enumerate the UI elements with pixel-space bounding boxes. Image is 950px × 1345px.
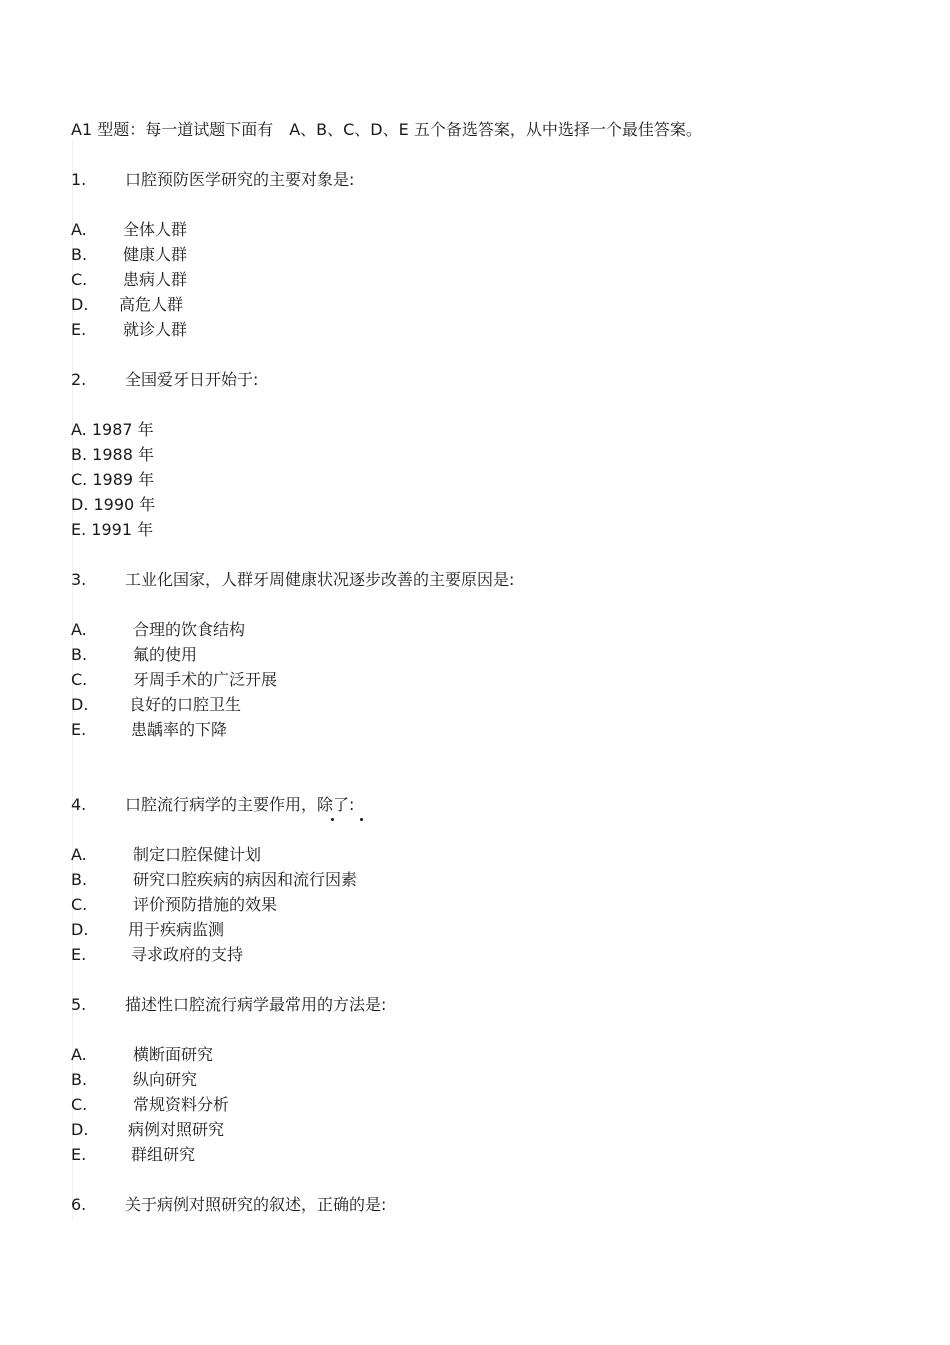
option-1b <box>71 245 187 265</box>
option-letter: E. <box>71 520 87 539</box>
option-5e <box>71 1145 195 1165</box>
option-5a <box>71 1045 213 1065</box>
option-text: 健康人群 <box>123 245 188 264</box>
option-1d <box>71 295 183 315</box>
option-2c <box>71 470 154 490</box>
option-3d <box>71 695 241 715</box>
question-number: 5. <box>71 995 87 1014</box>
option-text: 患病人群 <box>123 270 188 289</box>
question-text: 工业化国家，人群牙周健康状况逐步改善的主要原因是: <box>125 570 515 589</box>
option-letter: C. <box>71 270 88 289</box>
option-4d <box>71 920 224 940</box>
option-text: 病例对照研究 <box>128 1120 225 1139</box>
option-letter: E. <box>71 1145 87 1164</box>
option-letter: A. <box>71 1045 87 1064</box>
option-text: 1989 年 <box>92 470 155 489</box>
option-letter: D. <box>71 920 89 939</box>
question-number: 6. <box>71 1195 87 1214</box>
question-text: 全国爱牙日开始于: <box>125 370 259 389</box>
instructions-text: A1 型题：每一道试题下面有 A、B、C、D、E 五个备选答案，从中选择一个最佳答案。 <box>71 120 702 139</box>
option-text: 1991 年 <box>91 520 154 539</box>
question-number: 2. <box>71 370 87 389</box>
emphasis-dots <box>0 818 950 838</box>
option-4a <box>71 845 261 865</box>
option-text: 制定口腔保健计划 <box>133 845 262 864</box>
question-text: 口腔流行病学的主要作用，除了: <box>125 795 355 814</box>
option-2a <box>71 420 154 440</box>
option-5c <box>71 1095 229 1115</box>
option-letter: B. <box>71 645 88 664</box>
option-letter: D. <box>71 495 89 514</box>
option-text: 评价预防措施的效果 <box>133 895 278 914</box>
option-text: 1988 年 <box>92 445 154 464</box>
option-letter: A. <box>71 220 87 239</box>
option-letter: A. <box>71 620 87 639</box>
question-3 <box>71 570 514 590</box>
option-5b <box>71 1070 197 1090</box>
option-text: 横断面研究 <box>133 1045 214 1064</box>
option-text: 用于疾病监测 <box>128 920 225 939</box>
option-letter: D. <box>71 1120 89 1139</box>
question-text: 关于病例对照研究的叙述，正确的是: <box>125 1195 387 1214</box>
option-text: 纵向研究 <box>133 1070 198 1089</box>
option-text: 良好的口腔卫生 <box>129 695 242 714</box>
option-letter: C. <box>71 1095 88 1114</box>
question-6 <box>71 1195 386 1215</box>
option-3a <box>71 620 245 640</box>
option-letter: A. <box>71 420 87 439</box>
option-text: 常规资料分析 <box>133 1095 230 1114</box>
option-text: 氟的使用 <box>133 645 198 664</box>
option-text: 合理的饮食结构 <box>133 620 246 639</box>
option-text: 高危人群 <box>119 295 184 314</box>
option-letter: C. <box>71 470 88 489</box>
option-text: 牙周手术的广泛开展 <box>133 670 278 689</box>
option-letter: E. <box>71 945 87 964</box>
option-letter: B. <box>71 445 88 464</box>
option-letter: C. <box>71 895 88 914</box>
question-number: 1. <box>71 170 87 189</box>
question-1 <box>71 170 354 190</box>
question-text: 描述性口腔流行病学最常用的方法是: <box>125 995 387 1014</box>
option-1c <box>71 270 187 290</box>
option-letter: A. <box>71 845 87 864</box>
option-2e <box>71 520 153 540</box>
question-number: 3. <box>71 570 87 589</box>
emphasis-dot <box>331 818 334 821</box>
option-text: 1987 年 <box>91 420 154 439</box>
option-text: 就诊人群 <box>123 320 188 339</box>
option-2d <box>71 495 155 515</box>
question-2 <box>71 370 258 390</box>
option-letter: B. <box>71 1070 88 1089</box>
option-text: 研究口腔疾病的病因和流行因素 <box>133 870 358 889</box>
option-4b <box>71 870 357 890</box>
emphasis-dot <box>360 818 363 821</box>
option-3c <box>71 670 277 690</box>
option-1a <box>71 220 187 240</box>
question-4 <box>71 795 354 815</box>
option-3b <box>71 645 197 665</box>
option-letter: D. <box>71 695 89 714</box>
option-3e <box>71 720 227 740</box>
option-letter: B. <box>71 245 88 264</box>
option-text: 寻求政府的支持 <box>131 945 244 964</box>
option-letter: B. <box>71 870 88 889</box>
option-letter: C. <box>71 670 88 689</box>
question-text: 口腔预防医学研究的主要对象是: <box>125 170 355 189</box>
option-letter: E. <box>71 320 87 339</box>
option-text: 患龋率的下降 <box>131 720 228 739</box>
option-4e <box>71 945 243 965</box>
option-text: 全体人群 <box>123 220 188 239</box>
option-text: 群组研究 <box>131 1145 196 1164</box>
option-2b <box>71 445 154 465</box>
option-1e <box>71 320 187 340</box>
option-letter: E. <box>71 720 87 739</box>
option-letter: D. <box>71 295 89 314</box>
question-5 <box>71 995 386 1015</box>
option-4c <box>71 895 277 915</box>
option-text: 1990 年 <box>93 495 156 514</box>
option-5d <box>71 1120 224 1140</box>
question-number: 4. <box>71 795 87 814</box>
